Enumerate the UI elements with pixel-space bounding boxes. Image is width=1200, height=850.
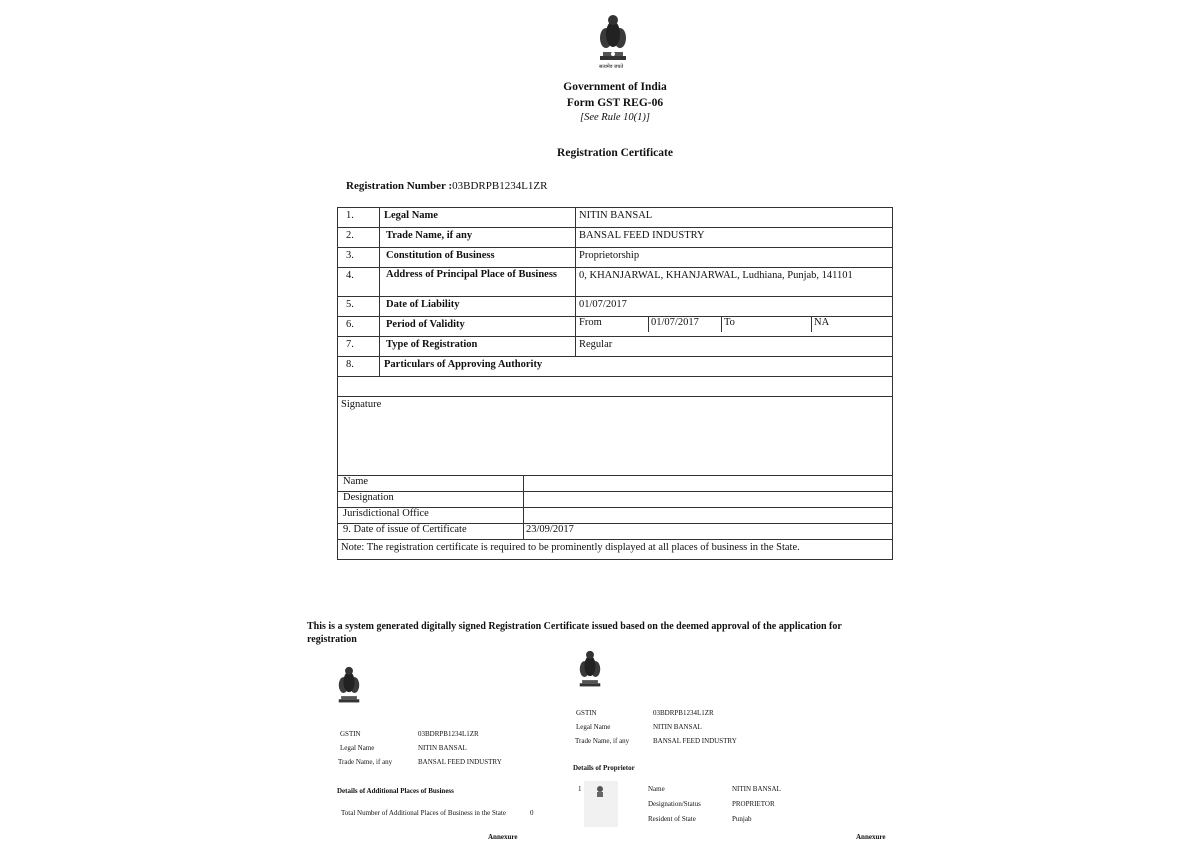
proprietor-state-label: Resident of State — [648, 815, 696, 823]
registration-label: Registration Number : — [346, 180, 453, 192]
validity-to-value: NA — [814, 317, 830, 328]
note-row — [338, 540, 893, 560]
table-row — [338, 357, 893, 377]
table-row — [338, 228, 893, 248]
proprietor-index: 1 — [578, 785, 582, 793]
registration-type-value: Regular — [576, 337, 893, 357]
authority-row — [338, 476, 893, 540]
annexure-right-gstin-label: GSTIN — [576, 709, 597, 717]
table-row — [338, 208, 893, 228]
emblem-caption: सत्यमेव जयते — [599, 65, 624, 70]
row-label: Type of Registration — [380, 337, 576, 357]
row-label: Particulars of Approving Authority — [380, 357, 893, 377]
rule-reference: [See Rule 10(1)] — [580, 112, 650, 123]
row-label: Trade Name, if any — [380, 228, 576, 248]
annexure-right-legal-label: Legal Name — [576, 723, 611, 731]
table-row — [338, 317, 893, 337]
annexure-left-trade-label: Trade Name, if any — [338, 758, 393, 766]
row-number: 8. — [338, 357, 380, 377]
jurisdictional-office-value — [524, 508, 893, 524]
table-row — [338, 248, 893, 268]
emblem-icon — [334, 664, 364, 714]
row-label: Period of Validity — [380, 317, 576, 337]
row-number: 2. — [338, 228, 380, 248]
validity-from-label: From — [576, 317, 649, 332]
liability-date-value: 01/07/2017 — [576, 297, 893, 317]
annexure-left-legal-label: Legal Name — [340, 744, 375, 752]
authority-name-value — [524, 476, 893, 492]
signature-row — [338, 397, 893, 476]
additional-places-count: 0 — [530, 809, 534, 817]
row-number: 1. — [338, 208, 380, 228]
row-label: Address of Principal Place of Business — [380, 268, 576, 297]
row-number: 7. — [338, 337, 380, 357]
authority-name-label: Name — [338, 476, 524, 492]
additional-places-title: Details of Additional Places of Business — [337, 787, 454, 795]
issue-date-value: 23/09/2017 — [526, 524, 574, 535]
display-note: Note: The registration certificate is required to be prominently displayed at all places of business in the State. — [338, 540, 893, 560]
annexure-left-label: Annexure — [488, 833, 518, 841]
trade-name-value: BANSAL FEED INDUSTRY — [576, 228, 893, 248]
issue-date-label: 9. Date of issue of Certificate — [338, 524, 524, 540]
emblem-icon — [575, 648, 605, 698]
row-label: Constitution of Business — [380, 248, 576, 268]
proprietor-details-title: Details of Proprietor — [573, 764, 635, 772]
validity-cell — [576, 317, 893, 337]
blank-row — [338, 377, 893, 397]
annexure-left-legal: NITIN BANSAL — [418, 744, 467, 752]
annexure-left-trade: BANSAL FEED INDUSTRY — [418, 758, 502, 766]
constitution-value: Proprietorship — [576, 248, 893, 268]
annexure-left-gstin-label: GSTIN — [340, 730, 361, 738]
registration-number — [346, 180, 547, 192]
table-row — [338, 268, 893, 297]
proprietor-state: Punjab — [732, 815, 752, 823]
row-number: 5. — [338, 297, 380, 317]
annexure-left-gstin: 03BDRPB1234L1ZR — [418, 730, 479, 738]
address-value: 0, KHANJARWAL, KHANJARWAL, Ludhiana, Punjab, 141101 — [576, 268, 893, 297]
person-icon — [584, 781, 618, 827]
system-generated-note: This is a system generated digitally signed Registration Certificate issued based on the deemed approval of the application for registration — [307, 621, 842, 645]
row-label: Legal Name — [380, 208, 576, 228]
certificate-title: Registration Certificate — [557, 147, 673, 159]
proprietor-name: NITIN BANSAL — [732, 785, 781, 793]
row-number: 6. — [338, 317, 380, 337]
registration-value: 03BDRPB1234L1ZR — [452, 180, 548, 192]
validity-from-value: 01/07/2017 — [649, 317, 722, 332]
jurisdictional-office-label: Jurisdictional Office — [338, 508, 524, 524]
proprietor-name-label: Name — [648, 785, 665, 793]
proprietor-designation-label: Designation/Status — [648, 800, 701, 808]
annexure-right-gstin: 03BDRPB1234L1ZR — [653, 709, 714, 717]
form-title: Form GST REG-06 — [566, 97, 664, 109]
legal-name-value: NITIN BANSAL — [576, 208, 893, 228]
annexure-right-trade-label: Trade Name, if any — [575, 737, 630, 745]
annexure-right-trade: BANSAL FEED INDUSTRY — [653, 737, 737, 745]
table-row — [338, 337, 893, 357]
proprietor-designation: PROPRIETOR — [732, 800, 775, 808]
table-row — [338, 297, 893, 317]
annexure-right-label: Annexure — [856, 833, 886, 841]
government-title: Government of India — [563, 81, 667, 93]
proprietor-photo — [584, 781, 618, 827]
row-label: Date of Liability — [380, 297, 576, 317]
additional-places-label: Total Number of Additional Places of Business in the State — [341, 809, 506, 817]
annexure-right-legal: NITIN BANSAL — [653, 723, 702, 731]
authority-designation-label: Designation — [338, 492, 524, 508]
authority-designation-value — [524, 492, 893, 508]
validity-table — [576, 317, 892, 332]
certificate-table — [337, 207, 893, 560]
validity-to-label: To — [722, 317, 812, 332]
signature-field: Signature — [338, 397, 893, 476]
row-number: 3. — [338, 248, 380, 268]
row-number: 4. — [338, 268, 380, 297]
